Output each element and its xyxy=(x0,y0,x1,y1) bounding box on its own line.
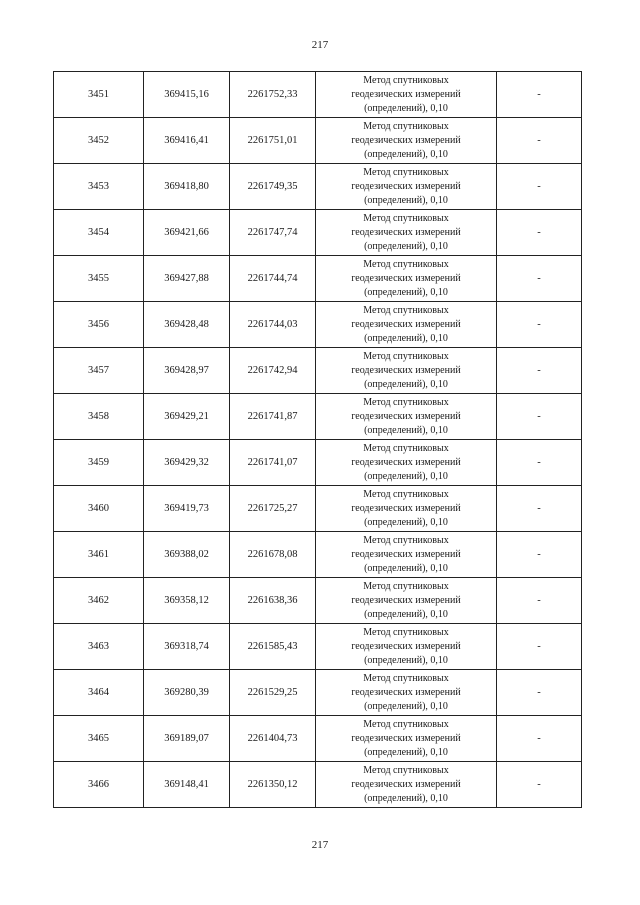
note-cell: - xyxy=(497,256,582,302)
coordinate-x-cell: 369429,21 xyxy=(144,394,230,440)
method-text-line: Метод спутниковых xyxy=(363,120,449,132)
coordinate-y-cell: 2261751,01 xyxy=(230,118,316,164)
coordinate-x-cell: 369418,80 xyxy=(144,164,230,210)
method-text-line: Метод спутниковых xyxy=(363,580,449,592)
coordinate-x-cell: 369318,74 xyxy=(144,624,230,670)
note-cell: - xyxy=(497,716,582,762)
coordinate-x-cell: 369428,48 xyxy=(144,302,230,348)
coordinate-y-cell: 2261747,74 xyxy=(230,210,316,256)
method-text-line: (определений), 0,10 xyxy=(364,424,448,436)
coordinate-x-cell: 369419,73 xyxy=(144,486,230,532)
note-cell: - xyxy=(497,624,582,670)
method-text-line: геодезических измерений xyxy=(351,180,461,192)
method-text-line: (определений), 0,10 xyxy=(364,700,448,712)
method-accuracy-cell xyxy=(316,716,497,762)
method-text-line: Метод спутниковых xyxy=(363,672,449,684)
method-accuracy-cell xyxy=(316,256,497,302)
table-row xyxy=(54,164,582,210)
method-text-line: (определений), 0,10 xyxy=(364,562,448,574)
coordinate-y-cell: 2261744,03 xyxy=(230,302,316,348)
method-accuracy-cell xyxy=(316,486,497,532)
coordinate-x-cell: 369388,02 xyxy=(144,532,230,578)
coordinate-y-cell: 2261741,07 xyxy=(230,440,316,486)
method-text-line: (определений), 0,10 xyxy=(364,746,448,758)
point-number-cell: 3462 xyxy=(54,578,144,624)
coordinate-x-cell: 369280,39 xyxy=(144,670,230,716)
method-text-line: геодезических измерений xyxy=(351,594,461,606)
table-row xyxy=(54,256,582,302)
method-text-line: (определений), 0,10 xyxy=(364,378,448,390)
method-text-line: геодезических измерений xyxy=(351,364,461,376)
table-row xyxy=(54,72,582,118)
table-row xyxy=(54,670,582,716)
coordinate-y-cell: 2261742,94 xyxy=(230,348,316,394)
table-row xyxy=(54,210,582,256)
coordinates-table-body xyxy=(54,72,582,808)
note-cell: - xyxy=(497,440,582,486)
coordinate-y-cell: 2261752,33 xyxy=(230,72,316,118)
point-number-cell: 3452 xyxy=(54,118,144,164)
coordinate-y-cell: 2261585,43 xyxy=(230,624,316,670)
method-accuracy-cell xyxy=(316,762,497,808)
method-text-line: (определений), 0,10 xyxy=(364,608,448,620)
coordinates-table xyxy=(53,71,582,808)
method-text-line: Метод спутниковых xyxy=(363,258,449,270)
note-cell: - xyxy=(497,348,582,394)
point-number-cell: 3453 xyxy=(54,164,144,210)
method-text-line: (определений), 0,10 xyxy=(364,792,448,804)
coordinate-y-cell: 2261404,73 xyxy=(230,716,316,762)
coordinate-y-cell: 2261638,36 xyxy=(230,578,316,624)
method-text-line: геодезических измерений xyxy=(351,318,461,330)
note-cell: - xyxy=(497,118,582,164)
table-row xyxy=(54,440,582,486)
table-row xyxy=(54,624,582,670)
method-text-line: геодезических измерений xyxy=(351,456,461,468)
note-cell: - xyxy=(497,210,582,256)
point-number-cell: 3454 xyxy=(54,210,144,256)
method-accuracy-cell xyxy=(316,578,497,624)
coordinate-x-cell: 369415,16 xyxy=(144,72,230,118)
method-text-line: Метод спутниковых xyxy=(363,718,449,730)
note-cell: - xyxy=(497,532,582,578)
coordinate-x-cell: 369148,41 xyxy=(144,762,230,808)
method-accuracy-cell xyxy=(316,624,497,670)
method-text-line: (определений), 0,10 xyxy=(364,516,448,528)
method-accuracy-cell xyxy=(316,532,497,578)
method-text-line: геодезических измерений xyxy=(351,88,461,100)
method-accuracy-cell xyxy=(316,72,497,118)
method-text-line: Метод спутниковых xyxy=(363,74,449,86)
note-cell: - xyxy=(497,164,582,210)
table-row xyxy=(54,118,582,164)
coordinate-x-cell: 369427,88 xyxy=(144,256,230,302)
coordinate-y-cell: 2261744,74 xyxy=(230,256,316,302)
method-text-line: геодезических измерений xyxy=(351,732,461,744)
coordinate-y-cell: 2261725,27 xyxy=(230,486,316,532)
method-text-line: Метод спутниковых xyxy=(363,350,449,362)
table-row xyxy=(54,486,582,532)
coordinate-x-cell: 369421,66 xyxy=(144,210,230,256)
method-text-line: геодезических измерений xyxy=(351,502,461,514)
method-text-line: Метод спутниковых xyxy=(363,534,449,546)
method-text-line: Метод спутниковых xyxy=(363,764,449,776)
method-accuracy-cell xyxy=(316,210,497,256)
point-number-cell: 3459 xyxy=(54,440,144,486)
method-text-line: геодезических измерений xyxy=(351,548,461,560)
method-accuracy-cell xyxy=(316,394,497,440)
note-cell: - xyxy=(497,72,582,118)
method-text-line: (определений), 0,10 xyxy=(364,286,448,298)
table-row xyxy=(54,578,582,624)
coordinate-x-cell: 369429,32 xyxy=(144,440,230,486)
coordinate-y-cell: 2261678,08 xyxy=(230,532,316,578)
method-text-line: (определений), 0,10 xyxy=(364,240,448,252)
note-cell: - xyxy=(497,486,582,532)
table-row xyxy=(54,394,582,440)
page-number-bottom: 217 xyxy=(311,839,329,851)
method-accuracy-cell xyxy=(316,670,497,716)
coordinate-y-cell: 2261350,12 xyxy=(230,762,316,808)
method-accuracy-cell xyxy=(316,348,497,394)
table-row xyxy=(54,532,582,578)
method-text-line: Метод спутниковых xyxy=(363,626,449,638)
method-text-line: Метод спутниковых xyxy=(363,212,449,224)
method-text-line: Метод спутниковых xyxy=(363,488,449,500)
point-number-cell: 3461 xyxy=(54,532,144,578)
table-row xyxy=(54,302,582,348)
method-text-line: геодезических измерений xyxy=(351,640,461,652)
method-text-line: (определений), 0,10 xyxy=(364,102,448,114)
point-number-cell: 3466 xyxy=(54,762,144,808)
method-accuracy-cell xyxy=(316,164,497,210)
method-text-line: Метод спутниковых xyxy=(363,396,449,408)
method-text-line: (определений), 0,10 xyxy=(364,332,448,344)
method-text-line: геодезических измерений xyxy=(351,226,461,238)
note-cell: - xyxy=(497,394,582,440)
method-text-line: (определений), 0,10 xyxy=(364,194,448,206)
coordinate-y-cell: 2261749,35 xyxy=(230,164,316,210)
table-row xyxy=(54,762,582,808)
point-number-cell: 3465 xyxy=(54,716,144,762)
coordinate-y-cell: 2261529,25 xyxy=(230,670,316,716)
point-number-cell: 3456 xyxy=(54,302,144,348)
method-text-line: (определений), 0,10 xyxy=(364,470,448,482)
method-accuracy-cell xyxy=(316,302,497,348)
method-text-line: Метод спутниковых xyxy=(363,166,449,178)
note-cell: - xyxy=(497,302,582,348)
note-cell: - xyxy=(497,762,582,808)
method-accuracy-cell xyxy=(316,440,497,486)
coordinate-x-cell: 369416,41 xyxy=(144,118,230,164)
method-text-line: геодезических измерений xyxy=(351,778,461,790)
point-number-cell: 3451 xyxy=(54,72,144,118)
method-text-line: геодезических измерений xyxy=(351,686,461,698)
point-number-cell: 3455 xyxy=(54,256,144,302)
point-number-cell: 3463 xyxy=(54,624,144,670)
method-text-line: геодезических измерений xyxy=(351,134,461,146)
method-text-line: геодезических измерений xyxy=(351,410,461,422)
table-row xyxy=(54,716,582,762)
method-text-line: геодезических измерений xyxy=(351,272,461,284)
point-number-cell: 3460 xyxy=(54,486,144,532)
coordinate-x-cell: 369358,12 xyxy=(144,578,230,624)
method-text-line: Метод спутниковых xyxy=(363,304,449,316)
coordinate-y-cell: 2261741,87 xyxy=(230,394,316,440)
note-cell: - xyxy=(497,670,582,716)
point-number-cell: 3458 xyxy=(54,394,144,440)
method-text-line: (определений), 0,10 xyxy=(364,654,448,666)
coordinate-x-cell: 369428,97 xyxy=(144,348,230,394)
point-number-cell: 3464 xyxy=(54,670,144,716)
point-number-cell: 3457 xyxy=(54,348,144,394)
method-text-line: (определений), 0,10 xyxy=(364,148,448,160)
table-row xyxy=(54,348,582,394)
method-text-line: Метод спутниковых xyxy=(363,442,449,454)
coordinate-x-cell: 369189,07 xyxy=(144,716,230,762)
note-cell: - xyxy=(497,578,582,624)
page-number-top: 217 xyxy=(311,39,329,51)
method-accuracy-cell xyxy=(316,118,497,164)
